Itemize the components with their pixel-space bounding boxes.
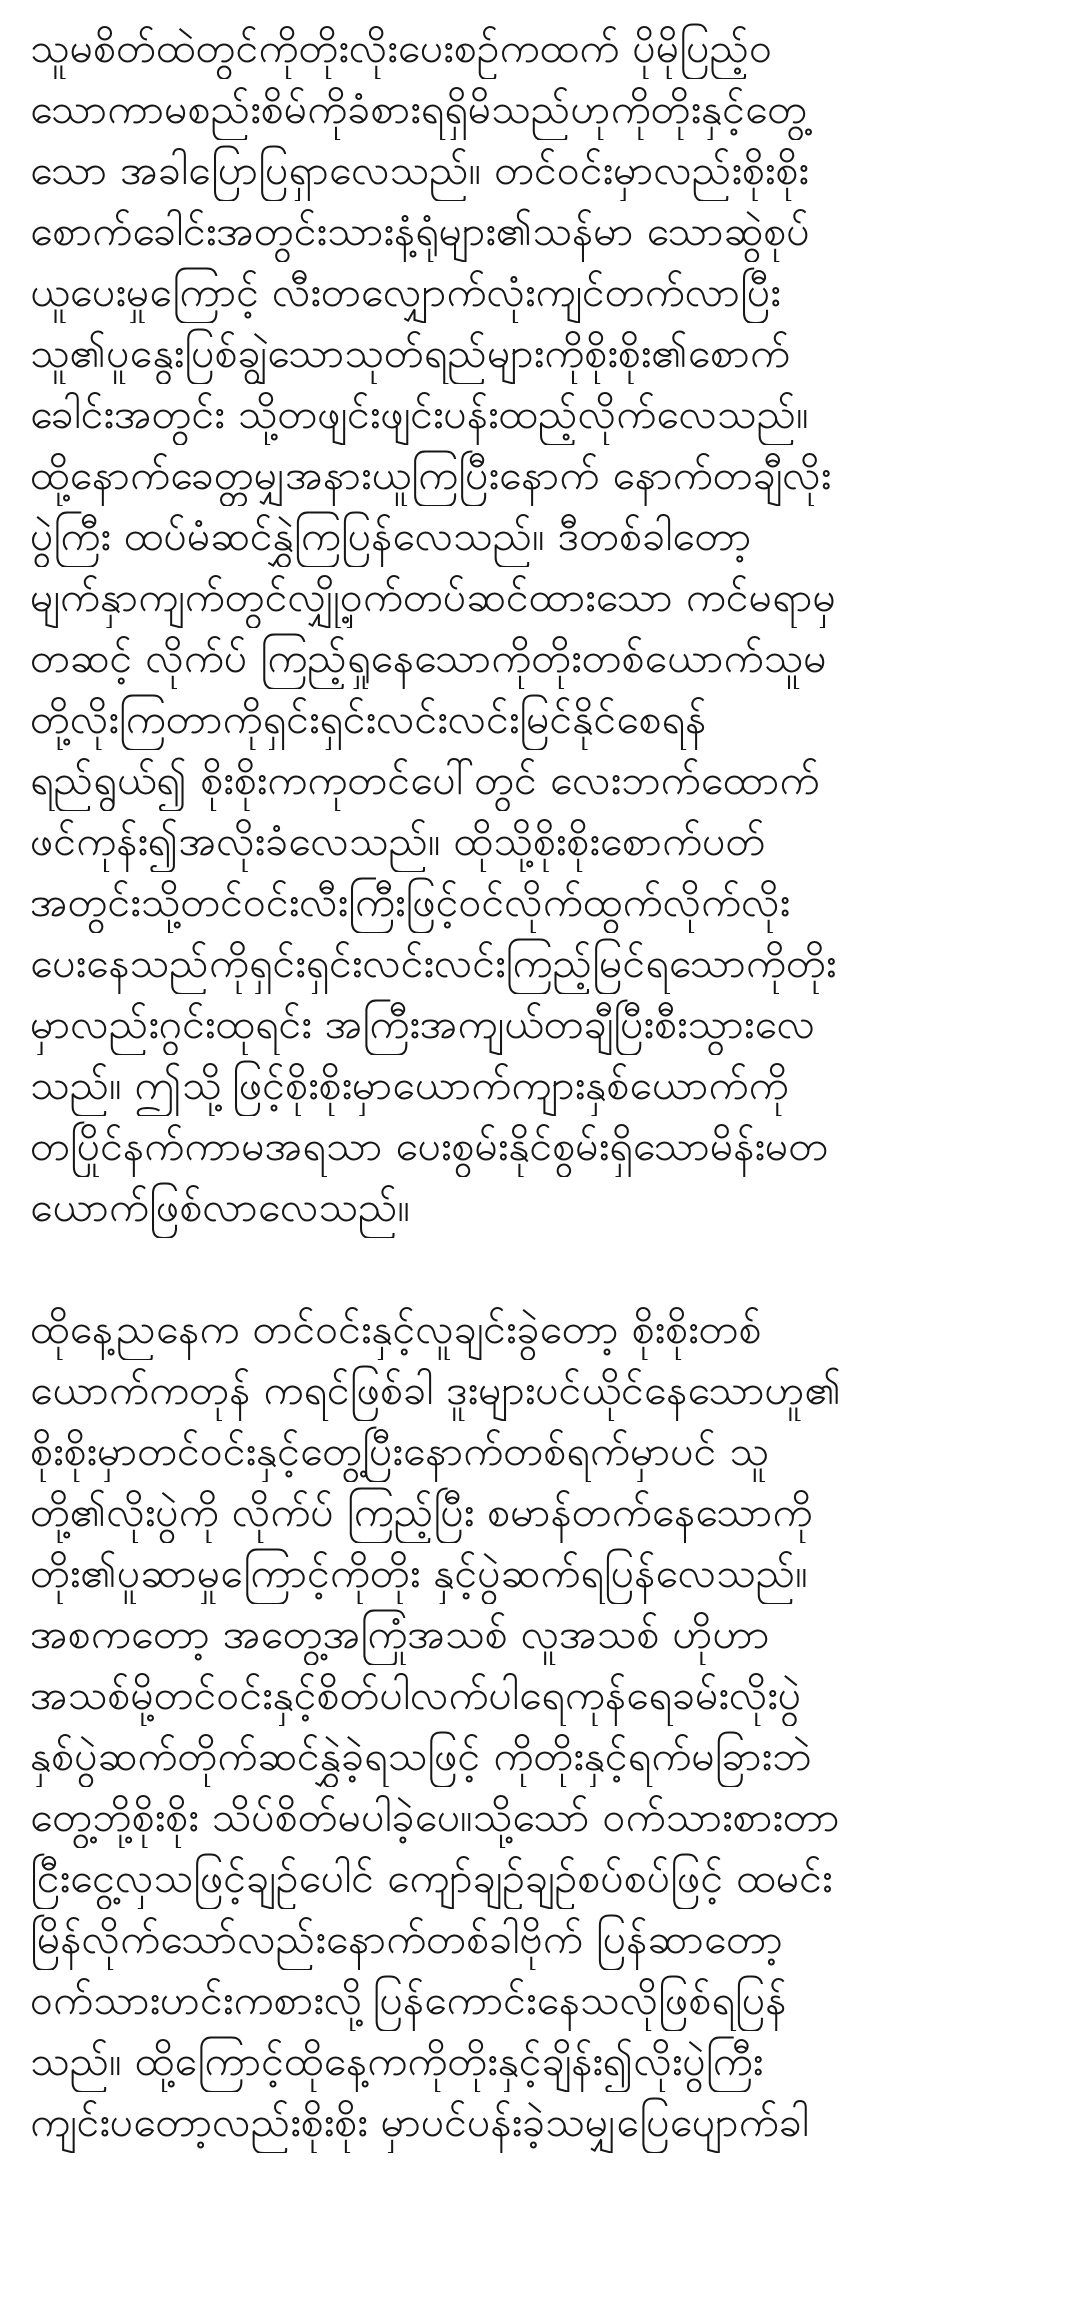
text-line: ထိုနေ့ညနေက တင်ဝင်းနှင့်လူချင်းခွဲတော့ စိုးစိုးတစ် xyxy=(30,1305,762,1353)
text-line: ယောက်ဖြစ်လာလေသည်။ xyxy=(30,1183,411,1231)
text-line: သော အခါပြောပြရှာလေသည်။ တင်ဝင်းမှာလည်းစိုးစိုး xyxy=(30,146,809,194)
text-line: သူမစိတ်ထဲတွင်ကိုတိုးလိုးပေးစဉ်ကထက် ပိုမိုပြည့်ဝ xyxy=(30,24,773,72)
text-line: အစကတော့ အတွေ့အကြုံအသစ် လူအသစ် ဟိုဟာ xyxy=(30,1610,770,1658)
text-line: ပွဲကြီး ထပ်မံဆင်နွှဲကြပြန်လေသည်။ ဒီတစ်ခါတော့ xyxy=(30,512,752,560)
text-line: ယောက်ကတုန် ကရင်ဖြစ်ခါ ဒူးများပင်ယိုင်နေသောဟူ၏ xyxy=(30,1366,842,1414)
paragraph xyxy=(30,18,1054,1238)
text-line: ရည်ရွယ်၍ စိုးစိုးကကုတင်ပေါ်တွင် လေးဘက်ထောက် xyxy=(30,756,820,804)
text-line: ဖင်ကုန်း၍အလိုးခံလေသည်။ ထိုသို့စိုးစိုးစောက်ပတ် xyxy=(30,817,766,865)
text-line: သည်။ ထို့ကြောင့်ထိုနေ့ကကိုတိုးနှင့်ချိန်း၍လိုးပွဲကြီး xyxy=(30,2037,764,2085)
text-line: တိုး၏ပူဆာမှုကြောင့်ကိုတိုး နှင့်ပွဲဆက်ရပြန်လေသည်။ xyxy=(30,1549,808,1597)
text-line: ဝက်သားဟင်းကစားလို့ပြန်ကောင်းနေသလိုဖြစ်ရပြန် xyxy=(30,1976,787,2024)
text-line: အတွင်းသို့တင်ဝင်းလီးကြီးဖြင့်ဝင်လိုက်ထွက်လိုက်လိုး xyxy=(30,878,790,926)
text-line: ငြီးငွေ့လှသဖြင့်ချဉ်ပေါင် ကျော်ချဉ်ချဉ်စပ်စပ်ဖြင့် ထမင်း xyxy=(30,1854,833,1902)
text-line: တဆင့် လိုက်ပ် ကြည့်ရှုနေသောကိုတိုးတစ်ယောက်သူမ xyxy=(30,634,827,682)
text-line: တို့၏လိုးပွဲကို လိုက်ပ် ကြည့်ပြီး စမာန်တက်နေသောကို xyxy=(30,1488,813,1536)
text-line: သောကာမစည်းစိမ်ကိုခံစားရရှိမိသည်ဟုကိုတိုးနှင့်တွေ့ xyxy=(30,85,808,133)
text-line: တို့လိုးကြတာကိုရှင်းရှင်းလင်းလင်းမြင်နိုင်စေရန် xyxy=(30,695,707,743)
text-line: ခေါင်းအတွင်း သို့တဖျင်းဖျင်းပန်းထည့်လိုက်လေသည်။ xyxy=(30,390,809,438)
text-line: အသစ်မို့တင်ဝင်းနှင့်စိတ်ပါလက်ပါရေကုန်ရေခမ်းလိုးပွဲ xyxy=(30,1671,802,1719)
text-line: စိုးစိုးမှာတင်ဝင်းနှင့်တွေ့ပြီးနောက်တစ်ရက်မှာပင် သူ xyxy=(30,1427,770,1475)
paragraph xyxy=(30,1299,1054,2153)
text-line: မြိန်လိုက်သော်လည်းနောက်တစ်ခါဗိုက် ပြန်ဆာတော့ xyxy=(30,1915,783,1963)
text-line: ပေးနေသည်ကိုရှင်းရှင်းလင်းလင်းကြည့်မြင်ရသောကိုတိုး xyxy=(30,939,837,987)
text-line: ထို့နောက်ခေတ္တမျှအနားယူကြပြီးနောက် နောက်တချီလိုး xyxy=(30,451,832,499)
text-line: တပြိုင်နက်ကာမအရသာ ပေးစွမ်းနိုင်စွမ်းရှိသောမိန်းမတ xyxy=(30,1122,829,1170)
text-line: စောက်ခေါင်းအတွင်းသားနံ့ရုံများ၏သန်မာ သောဆွဲစုပ် xyxy=(30,207,810,255)
text-line: တွေ့ဘို့စိုးစိုး သိပ်စိတ်မပါခဲ့ပေ။သို့သော် ဝက်သားစားတာ xyxy=(30,1793,840,1841)
text-line: နှစ်ပွဲဆက်တိုက်ဆင်နွှဲခဲ့ရသဖြင့် ကိုတိုးနှင့်ရက်မခြားဘဲ xyxy=(30,1732,812,1780)
text-line: မျက်နှာကျက်တွင်လျှို့ဝှက်တပ်ဆင်ထားသော ကင်မရာမှ xyxy=(30,573,836,621)
paragraph-gap xyxy=(30,1238,1054,1299)
text-line: ယူပေးမှုကြောင့် လီးတလျှောက်လုံးကျင်တက်လာပြီး xyxy=(30,268,781,316)
text-line: ကျင်းပတော့လည်းစိုးစိုး မှာပင်ပန်းခဲ့သမျှပြေပျောက်ခါ xyxy=(30,2098,809,2146)
text-line: သည်။ ဤသို့ဖြင့်စိုးစိုးမှာယောက်ကျားနှစ်ယောက်ကို xyxy=(30,1061,789,1109)
text-line: သူ၏ပူနွေးပြစ်ချွဲသောသုတ်ရည်များကိုစိုးစိုး၏စောက် xyxy=(30,329,791,377)
text-body xyxy=(30,18,1054,2153)
text-line: မှာလည်းဂွင်းထုရင်း အကြီးအကျယ်တချီပြီးစီးသွားလေ xyxy=(30,1000,816,1048)
